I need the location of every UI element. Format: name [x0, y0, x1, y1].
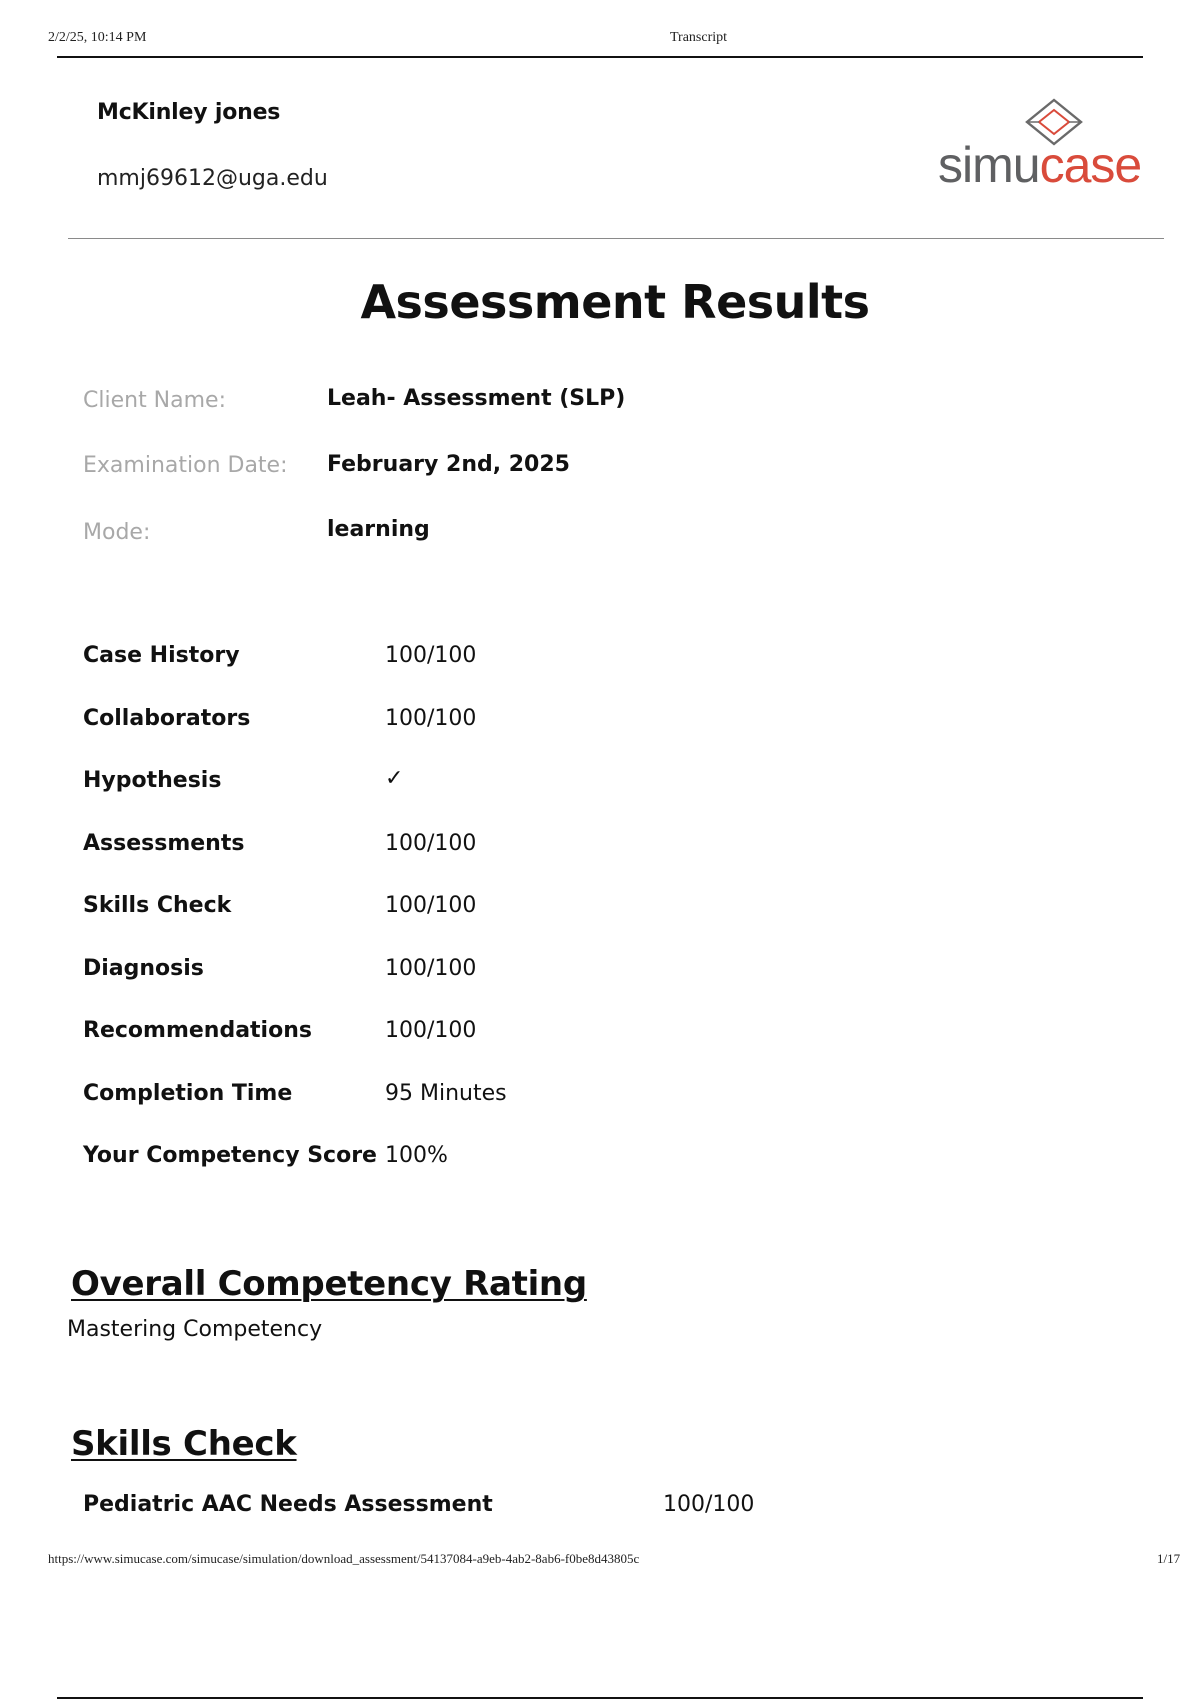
score-value-skills-check: 100/100 [385, 893, 477, 918]
score-value-case-history: 100/100 [385, 643, 477, 668]
skill-item-value: 100/100 [663, 1492, 755, 1517]
exam-date-label: Examination Date: [83, 453, 288, 478]
score-value-diagnosis: 100/100 [385, 956, 477, 981]
print-title: Transcript [670, 30, 728, 45]
user-divider [68, 238, 1164, 239]
logo-text-case: case [1039, 137, 1142, 193]
score-label-skills-check: Skills Check [83, 893, 232, 918]
overall-rating-value: Mastering Competency [67, 1317, 323, 1342]
score-label-collaborators: Collaborators [83, 706, 251, 731]
page-title: Assessment Results [360, 275, 870, 329]
client-name-label: Client Name: [83, 388, 226, 413]
header-divider [57, 56, 1143, 58]
footer-url[interactable]: https://www.simucase.com/simucase/simulation/download_assessment/54137084-a9eb-4ab2-8ab6-f0be8d43805c [48, 1551, 640, 1566]
score-label-recommendations: Recommendations [83, 1018, 312, 1043]
skill-item-label: Pediatric AAC Needs Assessment [83, 1492, 493, 1517]
skills-check-heading: Skills Check [71, 1424, 297, 1464]
user-name: McKinley jones [97, 100, 281, 125]
score-label-assessments: Assessments [83, 831, 245, 856]
page-bottom-divider [57, 1697, 1143, 1699]
logo-text-simu: simu [938, 137, 1040, 193]
client-name-value: Leah- Assessment (SLP) [327, 386, 626, 411]
overall-rating-heading: Overall Competency Rating [71, 1264, 587, 1304]
score-label-competency-score: Your Competency Score [83, 1143, 377, 1168]
score-value-completion-time: 95 Minutes [385, 1081, 507, 1106]
score-label-diagnosis: Diagnosis [83, 956, 204, 981]
score-label-completion-time: Completion Time [83, 1081, 293, 1106]
checkmark-icon: ✓ [385, 766, 404, 791]
score-value-recommendations: 100/100 [385, 1018, 477, 1043]
exam-date-value: February 2nd, 2025 [327, 452, 570, 477]
score-label-case-history: Case History [83, 643, 240, 668]
score-label-hypothesis: Hypothesis [83, 768, 222, 793]
logo-wordmark [938, 136, 1141, 194]
print-datetime: 2/2/25, 10:14 PM [48, 30, 147, 45]
mode-value: learning [327, 517, 430, 542]
score-value-assessments: 100/100 [385, 831, 477, 856]
user-email: mmj69612@uga.edu [97, 166, 328, 191]
mode-label: Mode: [83, 520, 151, 545]
score-value-collaborators: 100/100 [385, 706, 477, 731]
score-value-competency-score: 100% [385, 1143, 448, 1168]
footer-page-number: 1/17 [1157, 1551, 1181, 1566]
